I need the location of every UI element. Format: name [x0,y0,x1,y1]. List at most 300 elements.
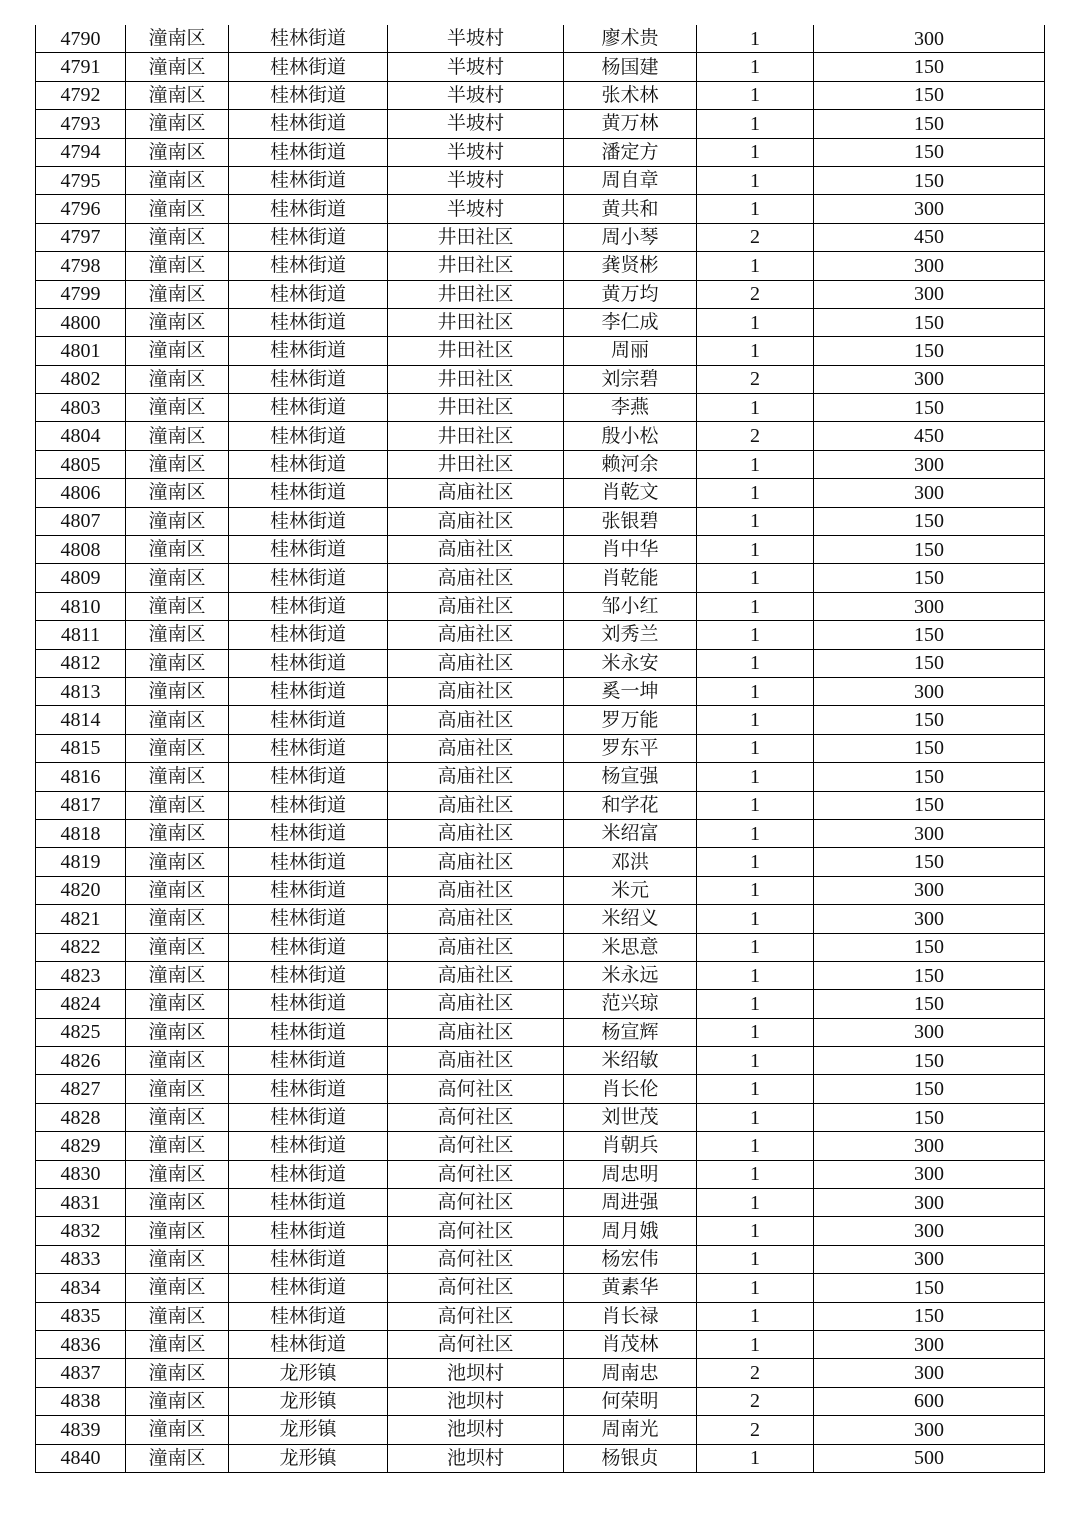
amount-cell: 300 [814,876,1045,904]
township-cell: 桂林街道 [229,280,388,308]
name-cell: 周忠明 [564,1160,697,1188]
serial-number-cell: 4822 [36,933,126,961]
township-cell: 桂林街道 [229,876,388,904]
district-cell: 潼南区 [126,1444,229,1472]
amount-cell: 300 [814,450,1045,478]
table-row [36,1217,1045,1245]
household-size-cell: 2 [697,280,814,308]
name-cell: 杨国建 [564,53,697,81]
household-size-cell: 1 [697,252,814,280]
amount-cell: 150 [814,1047,1045,1075]
township-cell: 桂林街道 [229,1018,388,1046]
name-cell: 张术林 [564,81,697,109]
amount-cell: 300 [814,479,1045,507]
household-size-cell: 1 [697,1018,814,1046]
name-cell: 周月娥 [564,1217,697,1245]
serial-number-cell: 4827 [36,1075,126,1103]
amount-cell: 150 [814,706,1045,734]
table-row [36,1189,1045,1217]
amount-cell: 150 [814,308,1045,336]
serial-number-cell: 4816 [36,763,126,791]
village-cell: 井田社区 [388,308,564,336]
village-cell: 井田社区 [388,422,564,450]
name-cell: 黄万均 [564,280,697,308]
household-size-cell: 1 [697,1075,814,1103]
serial-number-cell: 4817 [36,791,126,819]
household-size-cell: 1 [697,1132,814,1160]
village-cell: 井田社区 [388,223,564,251]
district-cell: 潼南区 [126,479,229,507]
household-size-cell: 1 [697,961,814,989]
serial-number-cell: 4832 [36,1217,126,1245]
table-row [36,791,1045,819]
township-cell: 桂林街道 [229,308,388,336]
table-row [36,1047,1045,1075]
serial-number-cell: 4840 [36,1444,126,1472]
table-row [36,905,1045,933]
district-cell: 潼南区 [126,195,229,223]
serial-number-cell: 4814 [36,706,126,734]
household-size-cell: 1 [697,308,814,336]
beneficiary-table [35,25,1044,1473]
township-cell: 桂林街道 [229,536,388,564]
serial-number-cell: 4803 [36,394,126,422]
table-row [36,110,1045,138]
household-size-cell: 2 [697,1416,814,1444]
serial-number-cell: 4823 [36,961,126,989]
village-cell: 高庙社区 [388,1047,564,1075]
name-cell: 肖长禄 [564,1302,697,1330]
amount-cell: 150 [814,1302,1045,1330]
serial-number-cell: 4821 [36,905,126,933]
amount-cell: 150 [814,110,1045,138]
name-cell: 米永安 [564,649,697,677]
table-row [36,252,1045,280]
household-size-cell: 2 [697,1359,814,1387]
table-row [36,933,1045,961]
serial-number-cell: 4812 [36,649,126,677]
amount-cell: 300 [814,365,1045,393]
village-cell: 高何社区 [388,1274,564,1302]
serial-number-cell: 4813 [36,677,126,705]
village-cell: 井田社区 [388,252,564,280]
name-cell: 李仁成 [564,308,697,336]
amount-cell: 150 [814,649,1045,677]
serial-number-cell: 4809 [36,564,126,592]
name-cell: 肖茂林 [564,1330,697,1358]
district-cell: 潼南区 [126,1387,229,1415]
township-cell: 桂林街道 [229,1302,388,1330]
serial-number-cell: 4799 [36,280,126,308]
district-cell: 潼南区 [126,1359,229,1387]
amount-cell: 150 [814,734,1045,762]
name-cell: 邹小红 [564,592,697,620]
serial-number-cell: 4810 [36,592,126,620]
district-cell: 潼南区 [126,337,229,365]
table-row [36,1103,1045,1131]
table-row [36,734,1045,762]
village-cell: 半坡村 [388,25,564,53]
amount-cell: 150 [814,337,1045,365]
amount-cell: 300 [814,1245,1045,1273]
district-cell: 潼南区 [126,252,229,280]
district-cell: 潼南区 [126,1103,229,1131]
household-size-cell: 1 [697,876,814,904]
township-cell: 龙形镇 [229,1444,388,1472]
serial-number-cell: 4824 [36,990,126,1018]
serial-number-cell: 4805 [36,450,126,478]
household-size-cell: 1 [697,564,814,592]
name-cell: 何荣明 [564,1387,697,1415]
name-cell: 米永远 [564,961,697,989]
township-cell: 桂林街道 [229,1274,388,1302]
township-cell: 桂林街道 [229,53,388,81]
name-cell: 周南忠 [564,1359,697,1387]
township-cell: 桂林街道 [229,649,388,677]
amount-cell: 300 [814,252,1045,280]
township-cell: 桂林街道 [229,223,388,251]
table-row [36,337,1045,365]
table-row [36,1387,1045,1415]
township-cell: 桂林街道 [229,734,388,762]
village-cell: 井田社区 [388,450,564,478]
name-cell: 赖河余 [564,450,697,478]
amount-cell: 300 [814,819,1045,847]
household-size-cell: 1 [697,1330,814,1358]
serial-number-cell: 4815 [36,734,126,762]
township-cell: 桂林街道 [229,81,388,109]
district-cell: 潼南区 [126,734,229,762]
name-cell: 周小琴 [564,223,697,251]
household-size-cell: 1 [697,933,814,961]
village-cell: 高庙社区 [388,876,564,904]
village-cell: 高庙社区 [388,763,564,791]
district-cell: 潼南区 [126,1217,229,1245]
district-cell: 潼南区 [126,1160,229,1188]
serial-number-cell: 4830 [36,1160,126,1188]
serial-number-cell: 4800 [36,308,126,336]
village-cell: 高庙社区 [388,933,564,961]
district-cell: 潼南区 [126,1018,229,1046]
data-table [35,25,1045,1473]
serial-number-cell: 4792 [36,81,126,109]
village-cell: 高庙社区 [388,564,564,592]
name-cell: 邓洪 [564,848,697,876]
table-row [36,1245,1045,1273]
township-cell: 桂林街道 [229,25,388,53]
amount-cell: 300 [814,25,1045,53]
amount-cell: 600 [814,1387,1045,1415]
amount-cell: 150 [814,848,1045,876]
household-size-cell: 1 [697,763,814,791]
village-cell: 高庙社区 [388,479,564,507]
household-size-cell: 1 [697,734,814,762]
township-cell: 桂林街道 [229,166,388,194]
township-cell: 桂林街道 [229,763,388,791]
township-cell: 桂林街道 [229,1189,388,1217]
district-cell: 潼南区 [126,223,229,251]
amount-cell: 300 [814,195,1045,223]
township-cell: 桂林街道 [229,621,388,649]
district-cell: 潼南区 [126,649,229,677]
amount-cell: 300 [814,1359,1045,1387]
table-row [36,706,1045,734]
serial-number-cell: 4796 [36,195,126,223]
table-row [36,1416,1045,1444]
amount-cell: 150 [814,138,1045,166]
district-cell: 潼南区 [126,905,229,933]
household-size-cell: 1 [697,25,814,53]
district-cell: 潼南区 [126,394,229,422]
township-cell: 桂林街道 [229,564,388,592]
village-cell: 高何社区 [388,1103,564,1131]
table-row [36,1302,1045,1330]
table-row [36,450,1045,478]
village-cell: 半坡村 [388,81,564,109]
table-row [36,195,1045,223]
serial-number-cell: 4820 [36,876,126,904]
name-cell: 龚贤彬 [564,252,697,280]
township-cell: 桂林街道 [229,848,388,876]
village-cell: 半坡村 [388,53,564,81]
household-size-cell: 1 [697,990,814,1018]
name-cell: 肖中华 [564,536,697,564]
village-cell: 高庙社区 [388,990,564,1018]
township-cell: 桂林街道 [229,422,388,450]
district-cell: 潼南区 [126,1047,229,1075]
name-cell: 黄素华 [564,1274,697,1302]
table-row [36,394,1045,422]
household-size-cell: 1 [697,110,814,138]
household-size-cell: 2 [697,1387,814,1415]
household-size-cell: 1 [697,706,814,734]
serial-number-cell: 4804 [36,422,126,450]
district-cell: 潼南区 [126,592,229,620]
serial-number-cell: 4797 [36,223,126,251]
table-row [36,1160,1045,1188]
village-cell: 高庙社区 [388,507,564,535]
district-cell: 潼南区 [126,1189,229,1217]
district-cell: 潼南区 [126,1302,229,1330]
township-cell: 桂林街道 [229,138,388,166]
table-row [36,223,1045,251]
name-cell: 刘宗碧 [564,365,697,393]
table-row [36,138,1045,166]
village-cell: 半坡村 [388,110,564,138]
village-cell: 高庙社区 [388,819,564,847]
village-cell: 高何社区 [388,1302,564,1330]
amount-cell: 150 [814,621,1045,649]
township-cell: 桂林街道 [229,337,388,365]
village-cell: 井田社区 [388,394,564,422]
village-cell: 高庙社区 [388,1018,564,1046]
serial-number-cell: 4794 [36,138,126,166]
township-cell: 桂林街道 [229,706,388,734]
name-cell: 杨宣强 [564,763,697,791]
village-cell: 高何社区 [388,1189,564,1217]
serial-number-cell: 4825 [36,1018,126,1046]
name-cell: 周南光 [564,1416,697,1444]
township-cell: 龙形镇 [229,1416,388,1444]
amount-cell: 150 [814,53,1045,81]
district-cell: 潼南区 [126,25,229,53]
table-row [36,677,1045,705]
serial-number-cell: 4818 [36,819,126,847]
village-cell: 高庙社区 [388,791,564,819]
household-size-cell: 1 [697,81,814,109]
district-cell: 潼南区 [126,791,229,819]
amount-cell: 150 [814,1075,1045,1103]
household-size-cell: 1 [697,1103,814,1131]
serial-number-cell: 4837 [36,1359,126,1387]
village-cell: 高何社区 [388,1160,564,1188]
household-size-cell: 1 [697,536,814,564]
table-row [36,763,1045,791]
amount-cell: 150 [814,81,1045,109]
township-cell: 桂林街道 [229,1330,388,1358]
district-cell: 潼南区 [126,876,229,904]
household-size-cell: 1 [697,1444,814,1472]
village-cell: 高庙社区 [388,536,564,564]
name-cell: 黄共和 [564,195,697,223]
name-cell: 肖乾能 [564,564,697,592]
household-size-cell: 1 [697,1245,814,1273]
household-size-cell: 2 [697,422,814,450]
district-cell: 潼南区 [126,422,229,450]
village-cell: 高庙社区 [388,592,564,620]
serial-number-cell: 4835 [36,1302,126,1330]
amount-cell: 300 [814,1189,1045,1217]
township-cell: 桂林街道 [229,933,388,961]
household-size-cell: 1 [697,791,814,819]
serial-number-cell: 4833 [36,1245,126,1273]
village-cell: 高何社区 [388,1245,564,1273]
serial-number-cell: 4834 [36,1274,126,1302]
amount-cell: 300 [814,1018,1045,1046]
name-cell: 杨宣辉 [564,1018,697,1046]
township-cell: 桂林街道 [229,1047,388,1075]
amount-cell: 150 [814,1103,1045,1131]
township-cell: 桂林街道 [229,905,388,933]
village-cell: 高何社区 [388,1217,564,1245]
amount-cell: 450 [814,223,1045,251]
household-size-cell: 1 [697,507,814,535]
township-cell: 桂林街道 [229,1075,388,1103]
household-size-cell: 1 [697,621,814,649]
village-cell: 高庙社区 [388,621,564,649]
district-cell: 潼南区 [126,365,229,393]
table-row [36,25,1045,53]
name-cell: 杨宏伟 [564,1245,697,1273]
township-cell: 桂林街道 [229,365,388,393]
district-cell: 潼南区 [126,819,229,847]
table-row [36,422,1045,450]
district-cell: 潼南区 [126,450,229,478]
village-cell: 高庙社区 [388,677,564,705]
district-cell: 潼南区 [126,138,229,166]
table-row [36,479,1045,507]
amount-cell: 300 [814,1132,1045,1160]
household-size-cell: 1 [697,592,814,620]
name-cell: 殷小松 [564,422,697,450]
table-row [36,81,1045,109]
township-cell: 桂林街道 [229,1245,388,1273]
amount-cell: 150 [814,536,1045,564]
household-size-cell: 1 [697,848,814,876]
village-cell: 池坝村 [388,1444,564,1472]
table-row [36,1274,1045,1302]
serial-number-cell: 4828 [36,1103,126,1131]
name-cell: 肖长伦 [564,1075,697,1103]
name-cell: 李燕 [564,394,697,422]
table-row [36,507,1045,535]
name-cell: 黄万林 [564,110,697,138]
name-cell: 米绍义 [564,905,697,933]
serial-number-cell: 4793 [36,110,126,138]
township-cell: 桂林街道 [229,961,388,989]
table-row [36,1075,1045,1103]
household-size-cell: 1 [697,1160,814,1188]
district-cell: 潼南区 [126,1132,229,1160]
township-cell: 桂林街道 [229,1132,388,1160]
household-size-cell: 2 [697,365,814,393]
name-cell: 罗东平 [564,734,697,762]
household-size-cell: 1 [697,819,814,847]
district-cell: 潼南区 [126,81,229,109]
table-row [36,365,1045,393]
name-cell: 潘定方 [564,138,697,166]
amount-cell: 150 [814,394,1045,422]
township-cell: 桂林街道 [229,110,388,138]
serial-number-cell: 4798 [36,252,126,280]
name-cell: 米思意 [564,933,697,961]
district-cell: 潼南区 [126,1330,229,1358]
village-cell: 井田社区 [388,365,564,393]
district-cell: 潼南区 [126,53,229,81]
table-row [36,166,1045,194]
district-cell: 潼南区 [126,308,229,336]
district-cell: 潼南区 [126,1416,229,1444]
serial-number-cell: 4838 [36,1387,126,1415]
township-cell: 桂林街道 [229,990,388,1018]
village-cell: 池坝村 [388,1416,564,1444]
village-cell: 井田社区 [388,337,564,365]
township-cell: 龙形镇 [229,1387,388,1415]
table-row [36,961,1045,989]
amount-cell: 300 [814,592,1045,620]
district-cell: 潼南区 [126,564,229,592]
village-cell: 井田社区 [388,280,564,308]
household-size-cell: 1 [697,1047,814,1075]
name-cell: 米绍敏 [564,1047,697,1075]
district-cell: 潼南区 [126,621,229,649]
village-cell: 池坝村 [388,1387,564,1415]
table-row [36,564,1045,592]
table-row [36,876,1045,904]
name-cell: 周自章 [564,166,697,194]
name-cell: 刘秀兰 [564,621,697,649]
table-row [36,536,1045,564]
township-cell: 桂林街道 [229,252,388,280]
name-cell: 肖朝兵 [564,1132,697,1160]
household-size-cell: 1 [697,394,814,422]
village-cell: 高何社区 [388,1075,564,1103]
household-size-cell: 1 [697,450,814,478]
township-cell: 桂林街道 [229,450,388,478]
village-cell: 半坡村 [388,166,564,194]
village-cell: 高何社区 [388,1132,564,1160]
township-cell: 桂林街道 [229,1103,388,1131]
